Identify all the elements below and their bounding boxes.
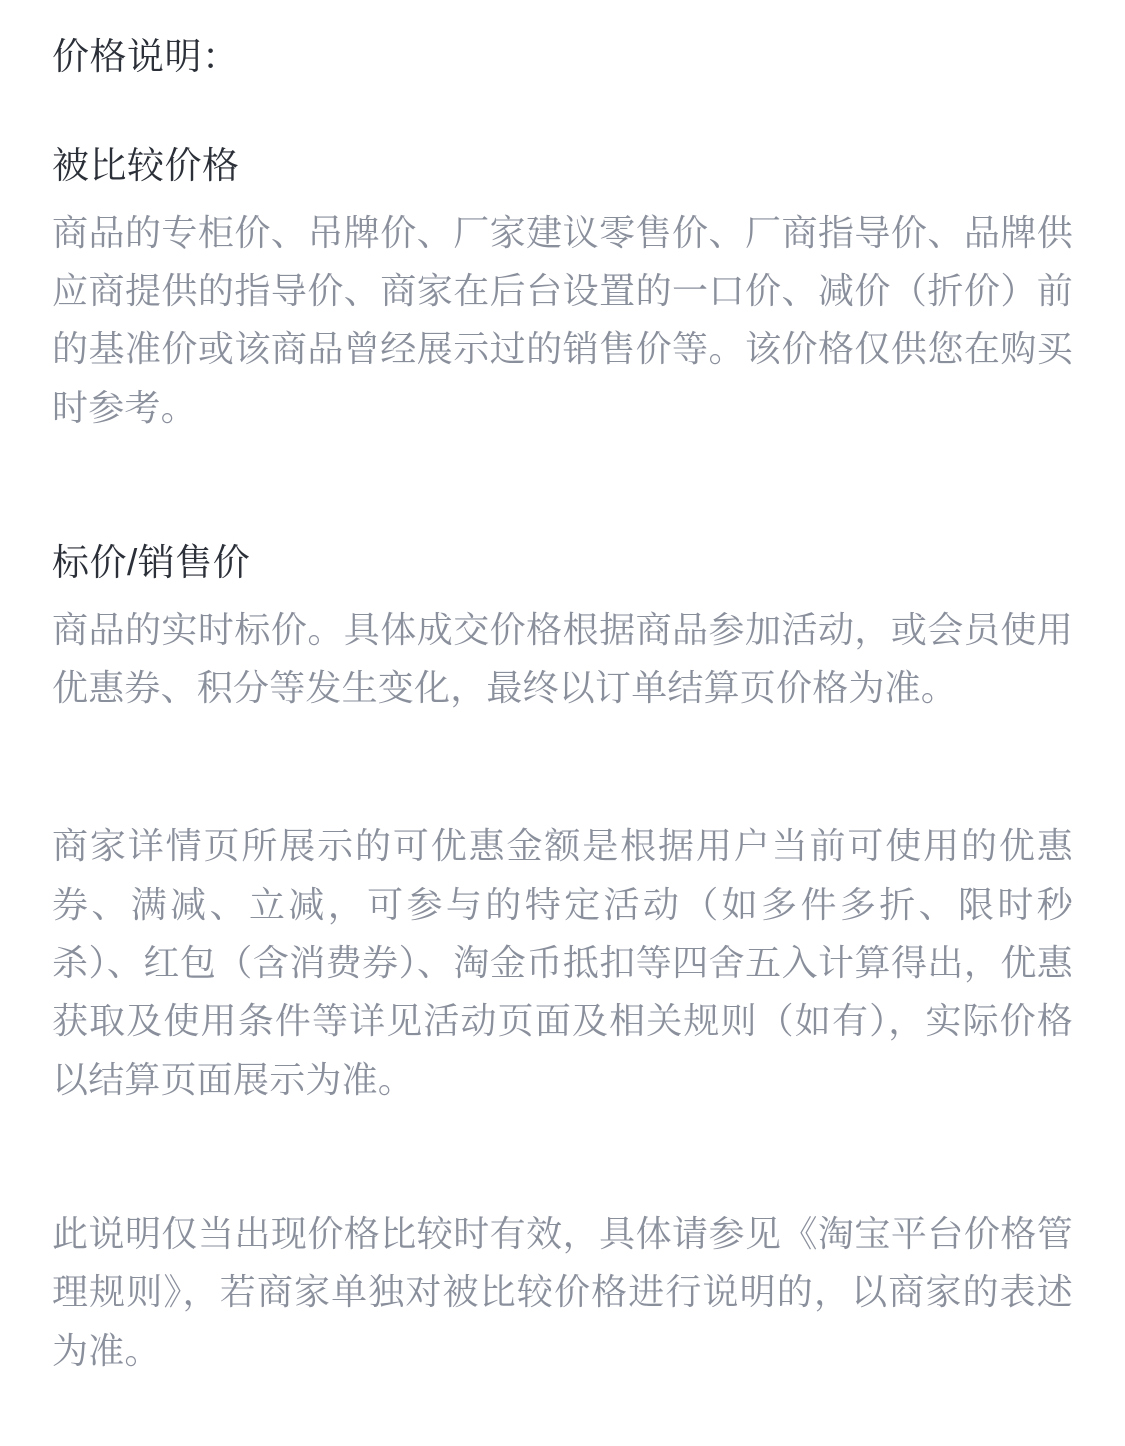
paragraph-rule-reference: 此说明仅当出现价格比较时有效，具体请参见《淘宝平台价格管理规则》，若商家单独对被比较价格进行说明的，以商家的表述为准。 (52, 1212, 1073, 1371)
section-body-listed-price: 商品的实时标价。具体成交价格根据商品参加活动，或会员使用优惠券、积分等发生变化，最终以订单结算页价格为准。 (52, 608, 1073, 709)
section-heading-listed-price: 标价/销售价 (52, 541, 251, 583)
section-body-compared-price: 商品的专柜价、吊牌价、厂家建议零售价、厂商指导价、品牌供应商提供的指导价、商家在后台设置的一口价、减价（折价）前的基准价或该商品曾经展示过的销售价等。该价格仅供您在购买时参考。 (52, 211, 1073, 428)
paragraph-discount-calculation: 商家详情页所展示的可优惠金额是根据用户当前可使用的优惠券、满减、立减，可参与的特定活动（如多件多折、限时秒杀）、红包（含消费券）、淘金币抵扣等四舍五入计算得出，优惠获取及使用条件等详见活动页面及相关规则（如有），实际价格以结算页面展示为准。 (52, 825, 1073, 1100)
spacer (52, 1151, 1073, 1205)
section-compared-price (52, 140, 1073, 437)
spacer (52, 763, 1073, 817)
page-title: 价格说明： (52, 36, 240, 77)
section-heading-compared-price: 被比较价格 (52, 144, 240, 186)
section-listed-price (52, 537, 1073, 717)
spacer (52, 483, 1073, 537)
